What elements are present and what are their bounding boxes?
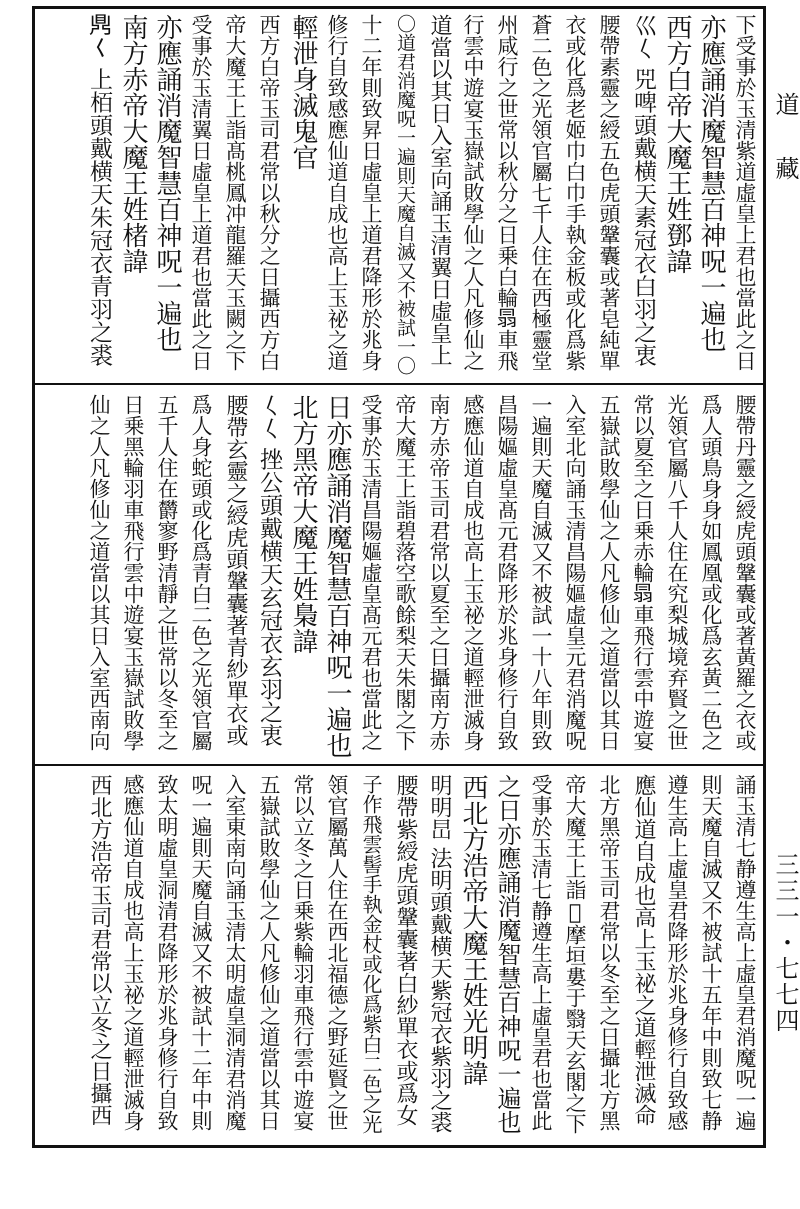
text-column: 西北方浩帝大魔王姓光明諱 (458, 774, 488, 1086)
text-column: 受事於玉清翼日虛皇上道君也當此之日 (189, 14, 213, 371)
text-column: 北方黑帝大魔王姓梟諱 (288, 394, 318, 654)
text-column: 昌陽嫗虛皇髙元君降形於兆身修行自致 (495, 394, 519, 751)
text-column: 日亦應誦消魔智慧百神呪一遍也 (322, 394, 352, 758)
text-column: 之日亦應誦消魔智慧百神呪一遍也 (493, 774, 521, 1134)
text-column: 遵生高上虛皇君降形於兆身修行自致感 (665, 774, 689, 1131)
text-column: 仙之人凡修仙之道當以其日入室西南向 (87, 394, 111, 751)
text-column: 致太明虛皇洞清君降形於兆身修行自致 (155, 774, 179, 1131)
page-number: 三三一・七七四 (771, 852, 799, 1034)
text-column: 明明旵 法明頭戴横天紫冠衣紫羽之裘 (427, 774, 452, 1133)
text-column: 日乗黑輪羽車飛行雲中遊宴玉嶽試敗學 (121, 394, 145, 751)
text-column: 五千人住在欝寥野清靜之世常以冬至之 (155, 394, 179, 751)
text-column: 光領官屬八千人住在究梨城境弃賢之世 (665, 394, 689, 751)
text-column: 腰帶丹靈之綬虎頭鞶囊或著黃羅之衣或 (733, 394, 757, 751)
text-column: 西北方浩帝玉司君常以立冬之日攝西 (87, 774, 112, 1126)
text-band-top (36, 14, 762, 378)
text-column: 西方白帝大魔王姓鄧諱 (662, 14, 692, 274)
text-column: 感應仙道自成也高上玉祕之道輕泄滅身 (121, 774, 145, 1131)
text-column: 呪一遍則天魔自滅又不被試十二年中則 (189, 774, 213, 1131)
text-column: 行雲中遊宴玉嶽試敗學仙之人凡修仙之 (461, 14, 485, 371)
text-column: 帝大魔王上詣𭯛摩垣婁于翳天玄閣之下 (563, 774, 587, 1134)
text-column: 爲人頭鳥身身如鳳凰或化爲玄黃二色之 (699, 394, 723, 751)
text-column: 帝大魔王上詣碧落空歌餘梨天朱閣之下 (393, 394, 417, 751)
text-column: 腰帶玄靈之綬虎頭鞶囊著青紗單衣或 (223, 394, 248, 746)
text-column: 南方赤帝玉司君常以夏至之日攝南方赤 (427, 394, 451, 751)
text-column: 受事於玉清昌陽嫗虛皇髙元君也當此之 (359, 394, 383, 751)
text-column: 亦應誦消魔智慧百神呪一遍也 (696, 14, 726, 352)
text-column: 誦玉清七静遵生高上虛皇君消魔呪一遍 (733, 774, 757, 1131)
text-column: 𪔂𡿨 上栢頭戴横天朱冠衣青羽之裘 (86, 14, 112, 367)
text-column: 入室北向誦玉清昌陽嫗虛皇元君消魔呪 (563, 394, 587, 751)
text-column: 修行自致感應仙道自成也高上玉祕之道 (325, 14, 349, 371)
text-column: 常以夏至之日乗赤輪𦐇車飛行雲中遊宴 (631, 394, 655, 751)
text-column: 西方白帝玉司君常以秋分之日攝西方白 (257, 14, 281, 371)
text-column: 常以立冬之日乗紫輪羽車飛行雲中遊宴 (291, 774, 315, 1131)
text-column: 爲人身蛇頭或化爲青白二色之光領官屬 (189, 394, 213, 751)
text-column: 感應仙道自成也高上玉祕之道輕泄滅身 (461, 394, 485, 751)
text-band-bottom (36, 774, 762, 1140)
text-column: 衣或化爲老姬巾白巾手執金板或化爲紫 (563, 14, 587, 371)
text-column: 領官屬萬人住在西北福德之野延賢之世 (325, 774, 349, 1131)
text-column: 一遍則天魔自滅又不被試一十八年則致 (529, 394, 553, 751)
text-column: 帝大魔王上詣髙桃鳳冲龍羅天玉闕之下 (223, 14, 247, 371)
band-divider (32, 383, 766, 385)
text-column: 受事於玉清七静遵生高上虛皇君也當此 (529, 774, 553, 1131)
text-column: 南方赤帝大魔王姓楮諱 (118, 14, 148, 274)
text-column: 北方黑帝玉司君常以冬至之日攝北方黑 (597, 774, 621, 1131)
text-band-middle (36, 394, 762, 758)
text-column: 州咸行之世常以秋分之日乗白輪𦐇車飛 (495, 14, 519, 371)
text-column: 〇道君消魔呪一遍則天魔自滅又不被試一〇 (394, 14, 416, 375)
text-column: 入室東南向誦玉清太明虛皇洞清君消魔 (223, 774, 247, 1131)
text-column: 十二年則致昇日虛皇上道君降形於兆身 (359, 14, 383, 371)
text-column: 五嶽試敗學仙之人凡修仙之道當以其日 (597, 394, 621, 751)
book-title: 道藏 (771, 92, 799, 220)
text-column: 腰帶素靈之綬五色虎頭鞶囊或著皂純單 (597, 14, 621, 371)
text-column: 蒼二色之光領官屬七千人住在西極靈堂 (529, 14, 553, 371)
band-divider (32, 764, 766, 766)
text-column: 道當以其日入室向誦玉清翼日虛皇上 (427, 14, 452, 366)
text-column: 則天魔自滅又不被試十五年中則致七静 (699, 774, 723, 1131)
text-column: 應仙道自成也高上玉祕之道輕泄滅命 (631, 774, 656, 1126)
text-column: 巛𡿨 兕啤頭戴横天素冠衣白羽之衷 (630, 14, 656, 367)
text-column: 𡿨𡿨 挫公頭戴横天玄冠衣玄羽之衷 (256, 394, 282, 747)
text-column: 下受事於玉清紫道虛皇上君也當此之日 (733, 14, 757, 371)
text-column: 五嶽試敗學仙之人凡修仙之道當以其日 (257, 774, 281, 1131)
text-column: 亦應誦消魔智慧百神呪一遍也 (152, 14, 182, 352)
text-column: 輕泄身滅鬼官 (288, 14, 318, 170)
text-column: 腰帶紫綬虎頭鞶囊著白紗單衣或爲女 (393, 774, 418, 1126)
text-column: 子作飛雲髻手執金杖或化爲紫白二色之光 (359, 774, 383, 1134)
